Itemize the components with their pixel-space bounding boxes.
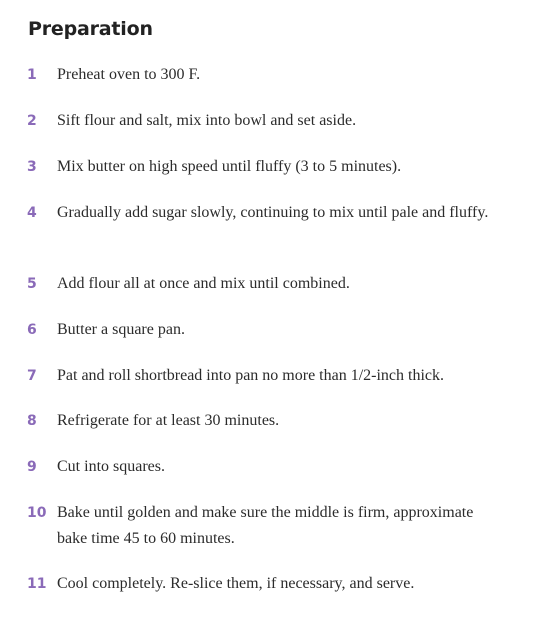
step-number: 3 bbox=[27, 159, 37, 175]
step-text: Refrigerate for at least 30 minutes. bbox=[57, 412, 280, 429]
step-text: Mix butter on high speed until fluffy (3 to 5 minutes). bbox=[57, 158, 402, 175]
step-number: 8 bbox=[27, 413, 37, 429]
section-title: Preparation bbox=[28, 18, 153, 40]
step-number: 1 bbox=[27, 67, 37, 83]
step-number: 5 bbox=[27, 276, 37, 292]
step-text: Bake until golden and make sure the middle is firm, approximate bake time 45 to 60 minutes. bbox=[57, 504, 474, 547]
step-text: Preheat oven to 300 F. bbox=[57, 66, 201, 83]
step-number: 11 bbox=[27, 576, 47, 592]
step-number: 10 bbox=[27, 505, 47, 521]
step-number: 2 bbox=[27, 113, 37, 129]
step-text: Sift flour and salt, mix into bowl and set aside. bbox=[57, 112, 357, 129]
step-text: Cool completely. Re-slice them, if necessary, and serve. bbox=[57, 575, 415, 592]
step-text: Add flour all at once and mix until combined. bbox=[57, 275, 350, 292]
step-text: Pat and roll shortbread into pan no more than 1/2-inch thick. bbox=[57, 367, 445, 384]
step-text: Cut into squares. bbox=[57, 458, 165, 475]
step-text: Butter a square pan. bbox=[57, 321, 185, 338]
step-number: 9 bbox=[27, 459, 37, 475]
step-number: 4 bbox=[27, 205, 37, 221]
step-number: 6 bbox=[27, 322, 37, 338]
step-number: 7 bbox=[27, 368, 37, 384]
step-text: Gradually add sugar slowly, continuing to mix until pale and fluffy. bbox=[57, 204, 489, 221]
